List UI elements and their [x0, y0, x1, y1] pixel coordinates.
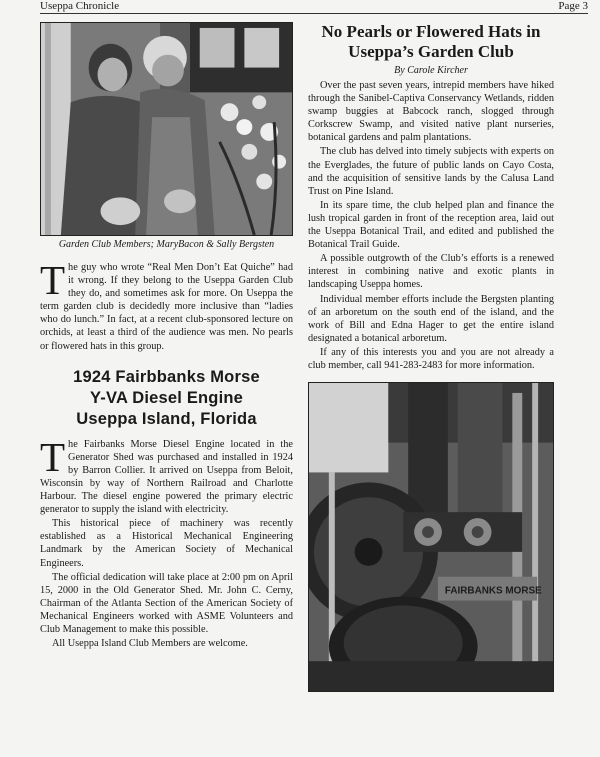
garden-paragraph-4: A possible outgrowth of the Club’s efforts is a renewed interest in combining native and exotic plants in landscaping Useppa homes. — [308, 253, 554, 291]
garden-title-line2: Useppa’s Garden Club — [348, 42, 514, 61]
intro-article — [40, 257, 293, 353]
intro-paragraph-text: he guy who wrote “Real Men Don’t Eat Quiche” had it wrong. If they belong to the Useppa Garden Club they do, and sometimes ask for more. On Useppa the term garden club is decidedly more inclusive than “ladies who do lunch.” In fact, at a recent club-sponsored lecture on orchids, at least a third of the audience was men. No pearls or flowered hats in this group. — [40, 262, 293, 352]
garden-article-body — [308, 79, 554, 372]
intro-dropcap: T — [40, 257, 66, 303]
page-number: Page 3 — [558, 0, 588, 12]
garden-club-photo — [40, 22, 293, 236]
publication-name: Useppa Chronicle — [40, 0, 120, 12]
diesel-engine-photo — [308, 382, 554, 692]
garden-title-line1: No Pearls or Flowered Hats in — [321, 22, 541, 41]
engine-paragraph-3: The official dedication will take place at 2:00 pm on April 15, 2000 in the Old Generator Shed. Mr. John C. Cerny, Chairman of the Atlanta Section of the American Society of Mechanical Engineers worked with ASME Volunteers and Club Management to make this possible. — [40, 571, 293, 635]
right-column — [308, 22, 554, 692]
engine-paragraph-4: All Useppa Island Club Members are welcome. — [52, 638, 248, 650]
engine-article-body — [40, 433, 293, 651]
engine-dropcap: T — [40, 433, 66, 480]
engine-title-line2: Y-VA Diesel Engine — [89, 388, 244, 407]
garden-article-byline: By Carole Kircher — [394, 65, 468, 76]
engine-paragraph-1-text: he Fairbanks Morse Diesel Engine located in the Generator Shed was purchased and installed in 1924 by Barron Collier. It arrived on Useppa from Beloit, Wisconsin by way of Northern Railroad and Charlotte Harbour. The diesel engine powered the primary electric generator to supply the island with electricity. — [40, 438, 293, 516]
engine-title-line1: 1924 Fairbbanks Morse — [73, 367, 260, 386]
engine-article-title — [40, 367, 293, 430]
engine-title-line3: Useppa Island, Florida — [76, 409, 257, 428]
garden-paragraph-1: Over the past seven years, intrepid members have hiked through the Sanibel-Captiva Conservancy Wetlands, ridden swamp buggies at Babcock ranch, slogged through Corkscrew Swamp, and visited native plant nurseries, botanical gardens and palm plantations. — [308, 80, 554, 144]
engine-paragraph-2: This historical piece of machinery was recently established as a Historical Mechanical Engineering Landmark by the American Society of Mechanical Engineers. — [40, 518, 293, 569]
left-column — [40, 22, 293, 650]
intro-paragraph — [40, 257, 293, 353]
garden-paragraph-5: Individual member efforts include the Bergsten planting of an arboretum on the south end of the island, and the work of Bill and Edna Hager to get the entire island designated a botanical arboretum. — [308, 293, 554, 344]
page-header — [40, 0, 588, 14]
garden-paragraph-2: The club has delved into timely subjects with experts on the Everglades, the future of public lands on Cayo Costa, and the acquisition of sensitive lands by the Calusa Land Trust on Pine Island. — [308, 146, 554, 197]
diesel-engine-photo-art — [309, 383, 553, 691]
garden-article-title — [308, 22, 554, 62]
engine-paragraph-1 — [40, 433, 293, 517]
garden-photo-caption: Garden Club Members; MaryBacon & Sally Bergsten — [58, 239, 275, 250]
engine-nameplate: FAIRBANKS MORSE — [444, 585, 542, 597]
garden-club-photo-art — [41, 23, 292, 235]
garden-paragraph-3: In its spare time, the club helped plan and finance the lush tropical garden in front of the reception area, laid out the Useppa Botanical Trail, and edited and published the Botanical Trail Guide. — [308, 199, 554, 251]
garden-paragraph-6: If any of this interests you and you are not already a club member, call 941-283-2483 for more information. — [308, 346, 554, 371]
